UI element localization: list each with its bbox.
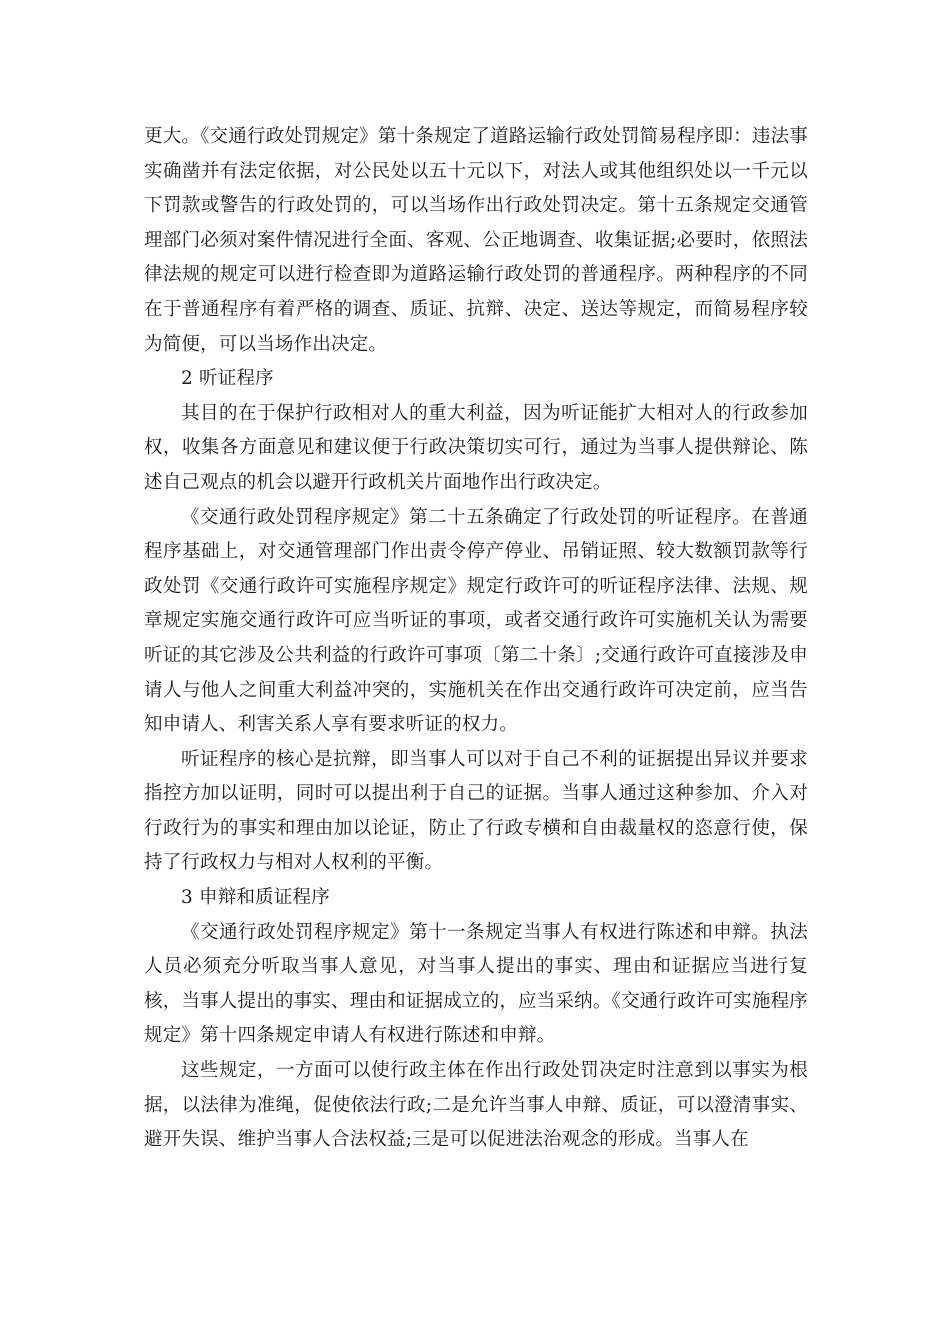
paragraph-defense-significance: 这些规定，一方面可以使行政主体在作出行政处罚决定时注意到以事实为根据，以法律为准绳，促使依法行政;二是允许当事人申辩、质证，可以澄清事实、避开失误、维护当事人合法权益;三是可以促进法治观念的形成。当事人在 [144, 1060, 808, 1151]
paragraph-hearing-rules: 《交通行政处罚程序规定》第二十五条确定了行政处罚的听证程序。在普通程序基础上，对交通管理部门作出责令停产停业、吊销证照、较大数额罚款等行政处罚《交通行政许可实施程序规定》规定行政许可的听证程序法律、法规、规章规定实施交通行政许可应当听证的事项，或者交通行政许可实施机关认为需要听证的其它涉及公共利益的行政许可事项〔第二十条〕;交通行政许可直接涉及申请人与他人之间重大利益冲突的，实施机关在作出交通行政许可决定前，应当告知申请人、利害关系人享有要求听证的权力。 [144, 506, 808, 736]
section-heading-hearing: 2 听证程序 [181, 368, 274, 390]
section-heading-defense: 3 申辩和质证程序 [181, 887, 330, 909]
document-body [144, 120, 808, 1158]
paragraph-defense-rules: 《交通行政处罚程序规定》第十一条规定当事人有权进行陈述和申辩。执法人员必须充分听取当事人意见，对当事人提出的事实、理由和证据应当进行复核，当事人提出的事实、理由和证据成立的，应当采纳。《交通行政许可实施程序规定》第十四条规定申请人有权进行陈述和申辩。 [144, 921, 808, 1047]
paragraph-hearing-core: 听证程序的核心是抗辩，即当事人可以对于自己不利的证据提出异议并要求指控方加以证明，同时可以提出利于自己的证据。当事人通过这种参加、介入对行政行为的事实和理由加以论证，防止了行政专横和自由裁量权的恣意行使，保持了行政权力与相对人权利的平衡。 [144, 748, 808, 874]
paragraph-hearing-purpose: 其目的在于保护行政相对人的重大利益，因为听证能扩大相对人的行政参加权，收集各方面意见和建议便于行政决策切实可行，通过为当事人提供辩论、陈述自己观点的机会以避开行政机关片面地作出行政决定。 [144, 402, 808, 493]
paragraph-procedure-comparison: 更大。《交通行政处罚规定》第十条规定了道路运输行政处罚简易程序即：违法事实确凿并有法定依据，对公民处以五十元以下，对法人或其他组织处以一千元以下罚款或警告的行政处罚的，可以当场作出行政处罚决定。第十五条规定交通管理部门必须对案件情况进行全面、客观、公正地调查、收集证据;必要时，依照法律法规的规定可以进行检查即为道路运输行政处罚的普通程序。两种程序的不同在于普通程序有着严格的调查、质证、抗辩、决定、送达等规定，而简易程序较为简便，可以当场作出决定。 [144, 126, 808, 355]
